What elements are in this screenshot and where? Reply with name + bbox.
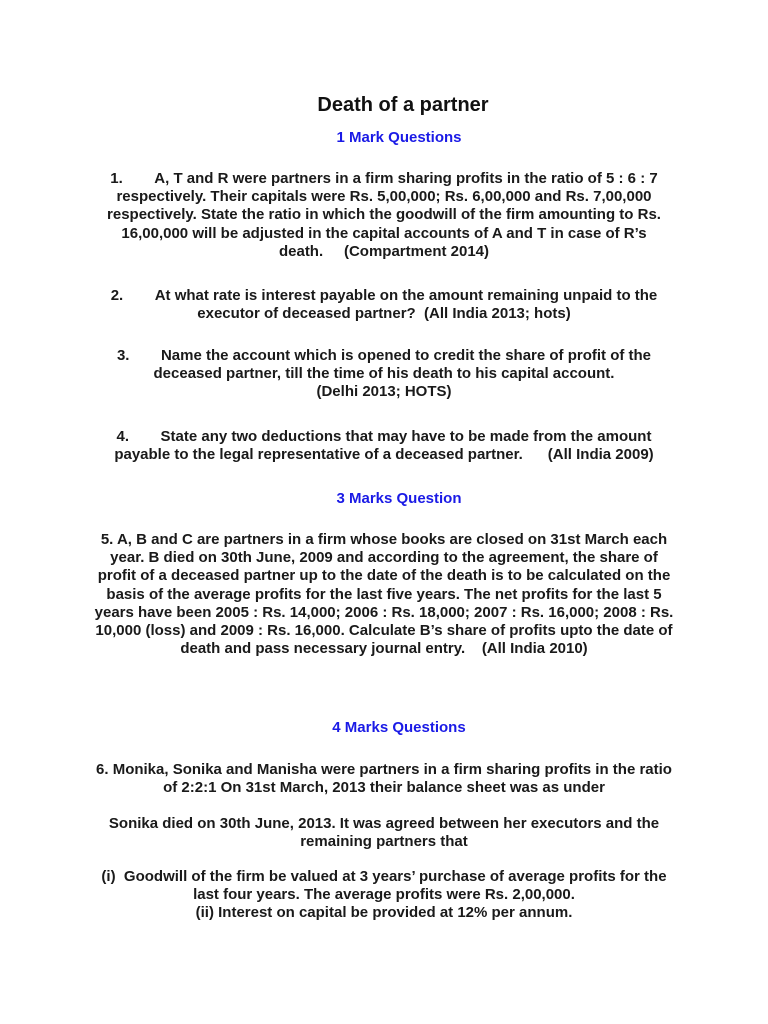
question-1-text: A, T and R were partners in a firm sharing profits in the ratio of 5 : 6 : 7 respectively. Their capitals were Rs. 5,00,000; Rs. 6,00,000 and Rs. 7,00,000 respectively. State the ratio in which the goodwill of the firm amounting to Rs. 16,00,000 will be adjusted in the capital accounts of A and T in case of R’s death. (Compartment 2014) [107,170,661,260]
section-heading-3-marks: 3 Marks Question [336,490,462,507]
question-4 [90,428,678,464]
page-title: Death of a partner [317,94,489,116]
question-3-number: 3. [116,347,130,364]
question-6-continuation: Sonika died on 30th June, 2013. It was agreed between her executors and the remaining partners that [108,815,660,851]
question-1-number: 1. [110,170,123,187]
question-4-number: 4. [116,428,130,445]
question-6-condition-i: (i) Goodwill of the firm be valued at 3 years’ purchase of average profits for the last four years. The average profits were Rs. 2,00,000. [101,868,667,904]
section-heading-1-mark: 1 Mark Questions [336,129,462,146]
question-5: 5. A, B and C are partners in a firm whose books are closed on 31st March each year. B died on 30th June, 2009 and according to the agreement, the share of profit of a deceased partner up to the date of the death is to be calculated on the basis of the average profits for the last five years. The net profits for the last 5 years have been 2005 : Rs. 14,000; 2006 : Rs. 18,000; 2007 : Rs. 16,000; 2008 : Rs. 10,000 (loss) and 2009 : Rs. 16,000. Calculate B’s share of profits upto the date of death and pass necessary journal entry. (All India 2010) [94,531,674,658]
question-4-text: State any two deductions that may have to be made from the amount payable to the legal representative of a deceased partner. (All India 2009) [114,428,654,464]
question-6: 6. Monika, Sonika and Manisha were partners in a firm sharing profits in the ratio of 2:2:1 On 31st March, 2013 their balance sheet was as under [96,761,672,797]
question-6-condition-ii: (ii) Interest on capital be provided at 12% per annum. [195,904,573,921]
question-2-text: At what rate is interest payable on the amount remaining unpaid to the executor of deceased partner? (All India 2013; hots) [154,287,658,323]
question-2-number: 2. [110,287,124,304]
section-heading-4-marks: 4 Marks Questions [332,719,466,736]
question-1 [90,170,678,261]
question-3-source: (Delhi 2013; HOTS) [316,383,452,401]
question-3 [90,347,678,402]
question-3-text: Name the account which is opened to credit the share of profit of the deceased partner, till the time of his death to his capital account. [153,347,652,383]
question-2 [90,287,678,323]
